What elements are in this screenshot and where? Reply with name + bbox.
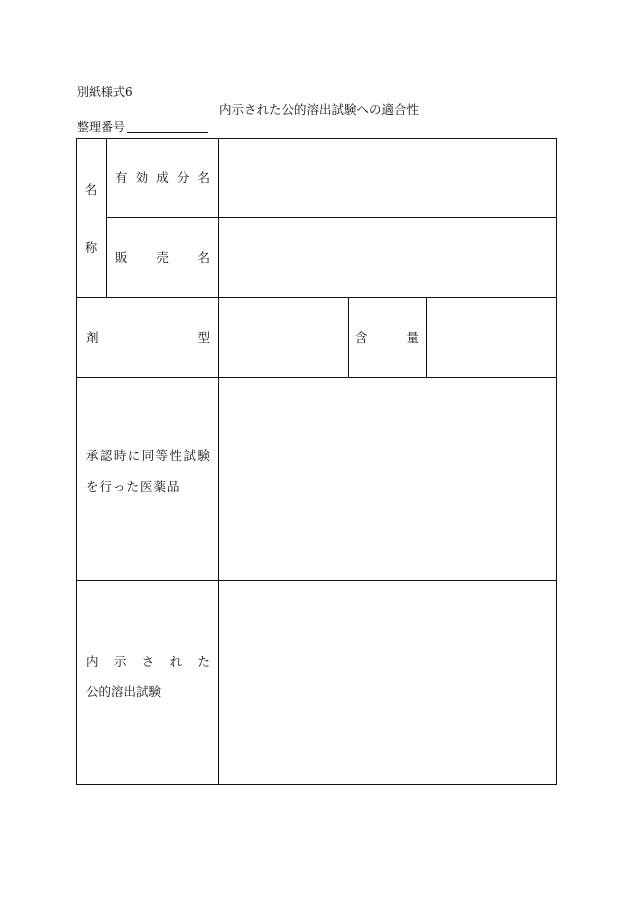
column-divider: [348, 297, 349, 378]
comparator-label-line1: 承 認 時 に 同 等 性 試 験: [86, 448, 210, 463]
active-ingredient-value[interactable]: [219, 139, 556, 217]
dosage-form-label: 剤 型: [86, 330, 210, 345]
comparator-label-line2: を行った医薬品: [86, 479, 181, 494]
content-amount-label: 含 量: [355, 330, 419, 345]
brand-name-value[interactable]: [219, 218, 556, 297]
reference-number-field[interactable]: [127, 121, 208, 133]
table-border-right: [556, 138, 557, 785]
name-char: 名: [84, 182, 98, 197]
form-id: 別紙様式6: [77, 85, 133, 99]
dissolution-value[interactable]: [219, 581, 556, 784]
table-border-left: [76, 138, 77, 785]
active-ingredient-label: 有 効 成 分 名: [115, 170, 210, 185]
dissolution-label-line2: 公的溶出試験: [86, 684, 162, 699]
content-amount-value[interactable]: [427, 298, 556, 377]
brand-name-label: 販 売 名: [115, 250, 210, 265]
column-divider: [106, 138, 107, 298]
table-border-bottom: [76, 784, 557, 785]
dissolution-label-line1: 内 示 さ れ た: [86, 654, 210, 669]
name-group-label: [84, 184, 98, 254]
reference-number-label: 整理番号: [77, 120, 126, 134]
dosage-form-value[interactable]: [219, 298, 348, 377]
name-char: 称: [84, 239, 98, 255]
comparator-value[interactable]: [219, 378, 556, 580]
document-title: 内示された公的溶出試験への適合性: [219, 102, 420, 117]
reference-number: [77, 121, 208, 133]
